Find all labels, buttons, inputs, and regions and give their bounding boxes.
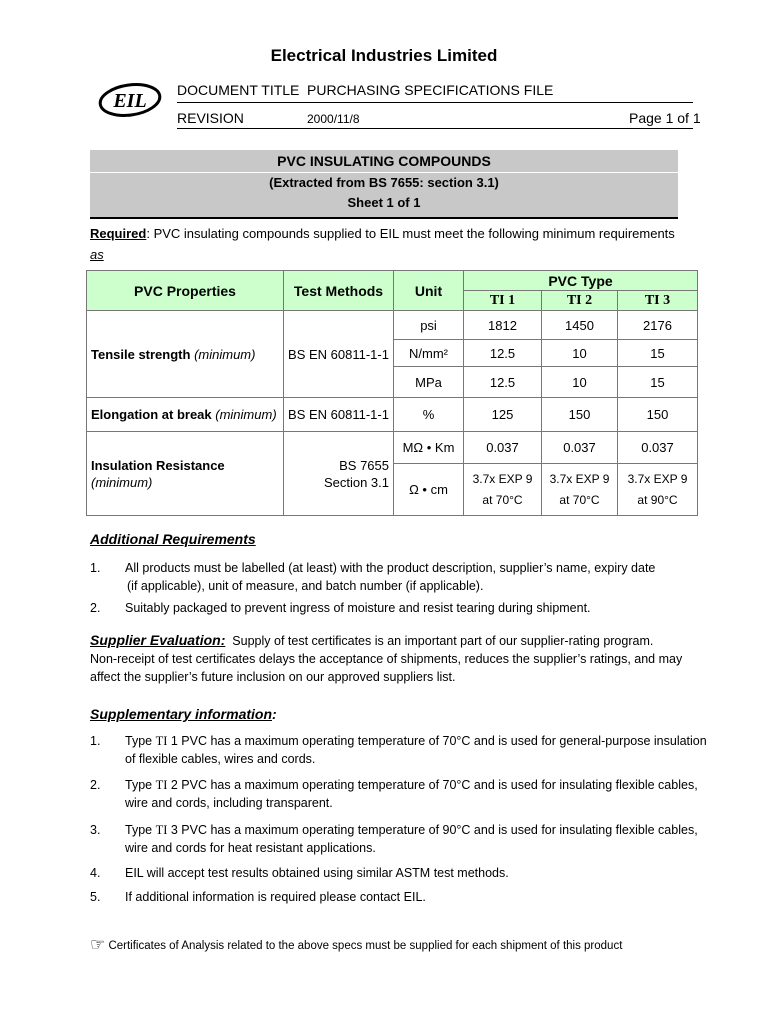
- elongation-property-cell: [87, 398, 284, 432]
- additional-item-1: [125, 559, 715, 595]
- additional-item-1-line1: All products must be labelled (at least) with the product description, supplier’s name, expiry date: [125, 561, 656, 575]
- supp-item-1-pre: Type: [125, 734, 156, 748]
- footer-note-block: [90, 935, 622, 955]
- elongation-unit: %: [394, 398, 464, 432]
- tensile-v1-1: 1812: [464, 311, 542, 340]
- supp-item-2-line1: 2 PVC has a maximum operating temperature of 70°C and is used for insulating flexible cables,: [167, 778, 698, 792]
- supp-num-5: 5.: [90, 890, 101, 904]
- tensile-unit-1: psi: [394, 311, 464, 340]
- supplier-paragraph: [90, 631, 710, 686]
- supp-item-2: [125, 776, 715, 812]
- supp-num-4: 4.: [90, 866, 101, 880]
- elongation-v3: 150: [618, 398, 698, 432]
- insulation-method-cell: [284, 432, 394, 516]
- supp-item-5: If additional information is required please contact EIL.: [125, 890, 426, 904]
- header-rule-1: [177, 102, 693, 103]
- supp-item-1-line1: 1 PVC has a maximum operating temperature of 70°C and is used for general-purpose insulation: [167, 734, 707, 748]
- additional-num-2: 2.: [90, 601, 101, 615]
- table-row: [87, 398, 698, 432]
- supp-item-4: EIL will accept test results obtained using similar ASTM test methods.: [125, 866, 509, 880]
- insulation-r2-cell-3: [618, 464, 698, 516]
- supp-item-3: [125, 821, 715, 857]
- additional-item-2: Suitably packaged to prevent ingress of moisture and resist tearing during shipment.: [125, 601, 591, 615]
- title-line-3: Sheet 1 of 1: [347, 195, 421, 210]
- tensile-v3-2: 15: [618, 340, 698, 367]
- tensile-qualifier: (minimum): [194, 346, 256, 362]
- tensile-method: BS EN 60811-1-1: [284, 311, 394, 398]
- pointing-hand-icon: ☞: [90, 935, 106, 954]
- tensile-v2-3: 10: [542, 367, 618, 398]
- supplementary-heading: Supplementary information: [90, 706, 273, 722]
- supplier-line-1: Supply of test certificates is an important part of our supplier-rating program.: [225, 634, 654, 648]
- title-line-1: PVC INSULATING COMPOUNDS: [90, 150, 678, 172]
- additional-item-1-line2: (if applicable), unit of measure, and batch number (if applicable).: [127, 579, 484, 593]
- insulation-method-b: Section 3.1: [323, 474, 389, 490]
- tensile-v3-1: 2176: [618, 311, 698, 340]
- elongation-v1: 125: [464, 398, 542, 432]
- col-ti3: TI 3: [618, 291, 698, 311]
- supp-item-3-line2: wire and cords for heat resistant applications.: [125, 841, 376, 855]
- supp-num-1: 1.: [90, 734, 101, 748]
- insulation-r2-v1b: at 70°C: [482, 492, 523, 507]
- col-pvc-type: PVC Type: [464, 271, 698, 291]
- elongation-name: Elongation at break: [91, 407, 212, 422]
- page-number: Page 1 of 1: [629, 110, 701, 126]
- insulation-r1-v1: 0.037: [464, 432, 542, 464]
- insulation-r2-v3b: at 90°C: [637, 492, 678, 507]
- logo-text: EIL: [113, 90, 147, 112]
- title-line-2: (Extracted from BS 7655: section 3.1): [269, 175, 499, 190]
- tensile-name: Tensile strength: [91, 346, 191, 362]
- additional-heading: Additional Requirements: [90, 531, 256, 547]
- insulation-r1-v2: 0.037: [542, 432, 618, 464]
- insulation-r2-cell-2: [542, 464, 618, 516]
- tensile-unit-3: MPa: [394, 367, 464, 398]
- supp-item-1-ti: TI: [155, 734, 168, 748]
- insulation-r1-v3: 0.037: [618, 432, 698, 464]
- elongation-v2: 150: [542, 398, 618, 432]
- revision-value: 2000/11/8: [307, 112, 360, 126]
- elongation-qualifier: (minimum): [215, 407, 277, 422]
- document-title-value: PURCHASING SPECIFICATIONS FILE: [307, 82, 554, 98]
- document-title-label: DOCUMENT TITLE: [177, 82, 300, 98]
- required-emph-a: as: [90, 247, 104, 262]
- supp-item-3-line1: 3 PVC has a maximum operating temperature of 90°C and is used for insulating flexible cables,: [167, 823, 698, 837]
- footer-note: Certificates of Analysis related to the above specs must be supplied for each shipment of this product: [108, 940, 623, 952]
- insulation-r2-v2a: 3.7x EXP 9: [549, 471, 610, 486]
- supp-item-2-pre: Type: [125, 778, 156, 792]
- supplier-line-2: Non-receipt of test certificates delays the acceptance of shipments, reduces the supplier’s ratings, and may: [90, 652, 683, 666]
- spec-table: [86, 270, 698, 516]
- supplementary-heading-colon: :: [272, 706, 277, 722]
- supplier-heading: Supplier Evaluation:: [90, 632, 226, 648]
- insulation-unit-2: Ω • cm: [394, 464, 464, 516]
- insulation-r2-v2b: at 70°C: [559, 492, 600, 507]
- required-text: : PVC insulating compounds supplied to EIL must meet the following minimum requirements: [146, 226, 675, 241]
- col-unit: Unit: [394, 271, 464, 311]
- header-rule-2: [177, 128, 693, 129]
- tensile-v3-3: 15: [618, 367, 698, 398]
- tensile-property-cell: [87, 311, 284, 398]
- required-label: Required: [90, 226, 147, 241]
- insulation-name: Insulation Resistance: [91, 457, 225, 473]
- supp-item-3-pre: Type: [125, 823, 156, 837]
- supplementary-heading-block: [90, 706, 277, 722]
- supp-item-1-line2: of flexible cables, wires and cords.: [125, 752, 316, 766]
- title-underline: [90, 217, 678, 219]
- insulation-r2-v3a: 3.7x EXP 9: [627, 471, 688, 486]
- col-test-methods: Test Methods: [284, 271, 394, 311]
- supp-num-3: 3.: [90, 823, 101, 837]
- table-header-row: [87, 271, 698, 291]
- insulation-property-cell: [87, 432, 284, 516]
- supp-item-1: [125, 732, 715, 768]
- supplier-line-3: affect the supplier’s future inclusion on our approved suppliers list.: [90, 670, 456, 684]
- col-ti2: TI 2: [542, 291, 618, 311]
- company-name: Electrical Industries Limited: [270, 46, 498, 65]
- tensile-unit-2: N/mm²: [394, 340, 464, 367]
- col-ti1: TI 1: [464, 291, 542, 311]
- tensile-v1-2: 12.5: [464, 340, 542, 367]
- revision-label: REVISION: [177, 110, 244, 126]
- insulation-unit-1: MΩ • Km: [394, 432, 464, 464]
- insulation-r2-v1a: 3.7x EXP 9: [472, 471, 533, 486]
- insulation-qualifier: (minimum): [91, 474, 153, 490]
- additional-num-1: 1.: [90, 561, 101, 575]
- table-row: [87, 311, 698, 340]
- tensile-v2-2: 10: [542, 340, 618, 367]
- tensile-v1-3: 12.5: [464, 367, 542, 398]
- eil-logo: [98, 82, 162, 118]
- table-row: [87, 432, 698, 464]
- supp-item-3-ti: TI: [155, 823, 168, 837]
- supp-item-2-ti: TI: [155, 778, 168, 792]
- col-properties: PVC Properties: [87, 271, 284, 311]
- tensile-v2-1: 1450: [542, 311, 618, 340]
- supp-num-2: 2.: [90, 778, 101, 792]
- insulation-method-a: BS 7655: [339, 457, 389, 473]
- title-block: [90, 173, 678, 217]
- insulation-r2-cell-1: [464, 464, 542, 516]
- elongation-method: BS EN 60811-1-1: [284, 398, 394, 432]
- supp-item-2-line2: wire and cords, including transparent.: [125, 796, 333, 810]
